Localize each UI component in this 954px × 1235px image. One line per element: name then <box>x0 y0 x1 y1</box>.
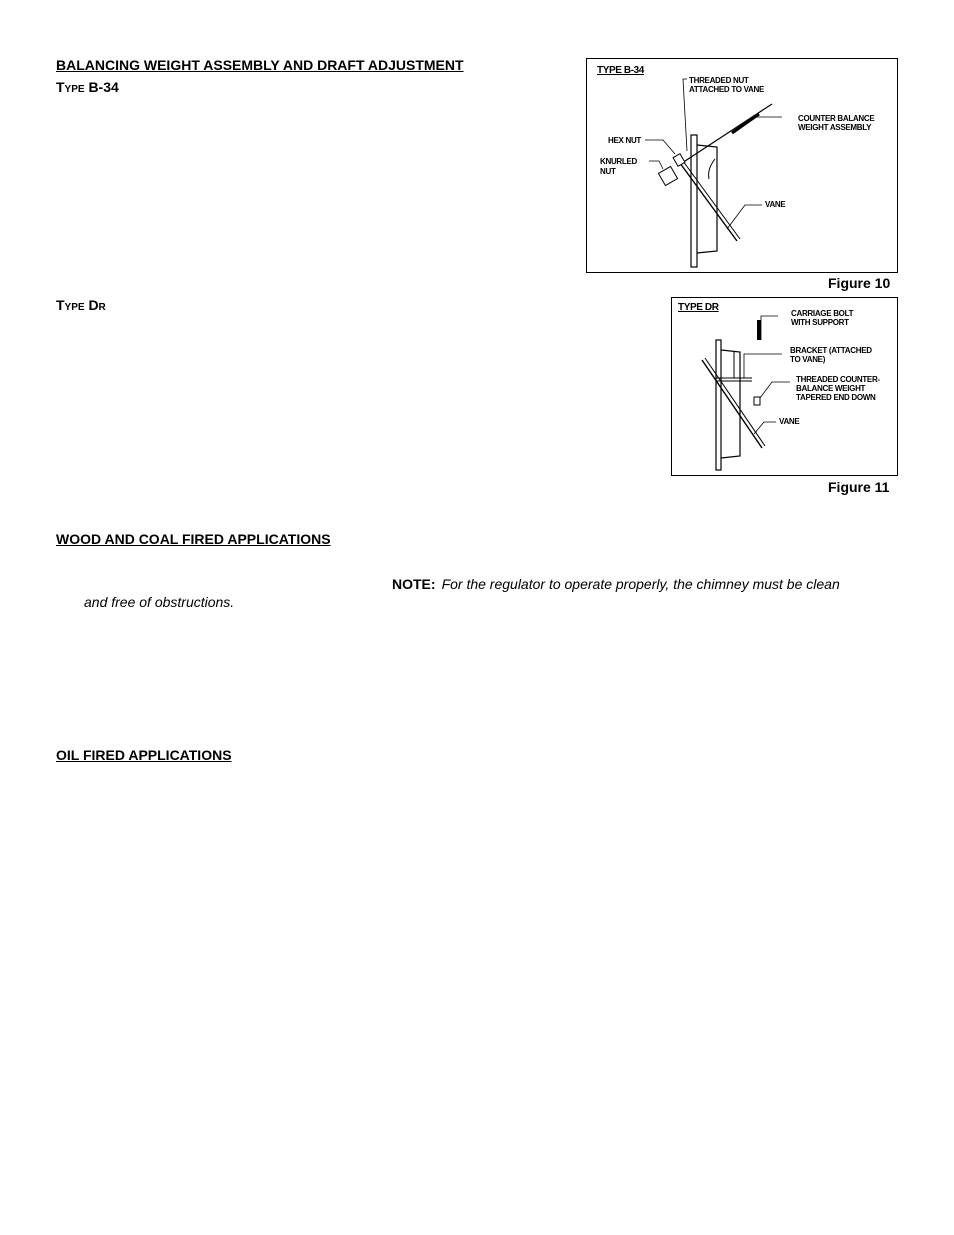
note-label: NOTE: <box>392 576 436 592</box>
label-hex-nut: HEX NUT <box>608 136 642 145</box>
section-heading-wood-coal: WOOD AND COAL FIRED APPLICATIONS <box>56 531 331 547</box>
label-vane: VANE <box>765 200 786 209</box>
counter-balance-rod <box>682 104 772 163</box>
label-weight-assembly: WEIGHT ASSEMBLY <box>798 123 872 132</box>
vane-blade <box>677 159 737 241</box>
label-to-vane: TO VANE) <box>790 355 826 364</box>
figure-11-diagram <box>671 297 898 476</box>
knurled-nut <box>658 166 677 185</box>
frame-plate <box>716 340 721 470</box>
label-threaded-counter: THREADED COUNTER- <box>796 375 880 384</box>
label-nut: NUT <box>600 167 616 176</box>
carriage-bolt <box>757 320 761 340</box>
figure-10-diagram <box>586 58 898 273</box>
note-line-2 <box>84 594 234 610</box>
label-tapered-end-down: TAPERED END DOWN <box>796 393 876 402</box>
figure-10-title: TYPE B-34 <box>597 65 644 76</box>
counter-balance-weight <box>732 114 759 133</box>
subheading-type-dr: Type Dr <box>56 297 106 313</box>
section-heading-balancing: BALANCING WEIGHT ASSEMBLY AND DRAFT ADJUSTMENT <box>56 57 464 73</box>
figure-11-caption: Figure 11 <box>828 479 890 495</box>
label-threaded-nut: THREADED NUT <box>689 76 749 85</box>
note-text-2: and free of obstructions. <box>84 594 235 610</box>
label-balance-weight: BALANCE WEIGHT <box>796 384 866 393</box>
bracket <box>734 352 752 378</box>
label-knurled: KNURLED <box>600 157 638 166</box>
label-vane: VANE <box>779 417 800 426</box>
label-attached-to-vane: ATTACHED TO VANE <box>689 85 765 94</box>
label-bracket: BRACKET (ATTACHED <box>790 346 872 355</box>
label-with-support: WITH SUPPORT <box>791 318 849 327</box>
subheading-type-b34: Type B-34 <box>56 79 119 95</box>
figure-10-caption: Figure 10 <box>828 275 891 291</box>
label-counter-balance: COUNTER BALANCE <box>798 114 875 123</box>
vane-blade <box>702 360 762 448</box>
section-heading-oil: OIL FIRED APPLICATIONS <box>56 747 232 763</box>
label-carriage-bolt: CARRIAGE BOLT <box>791 309 854 318</box>
vane-housing <box>721 350 740 458</box>
counter-balance-weight <box>754 397 760 405</box>
hex-nut <box>673 154 685 167</box>
note-line-1 <box>392 576 898 592</box>
note-text-1: For the regulator to operate properly, the chimney must be clean <box>441 576 840 592</box>
figure-11-title: TYPE DR <box>678 302 719 313</box>
